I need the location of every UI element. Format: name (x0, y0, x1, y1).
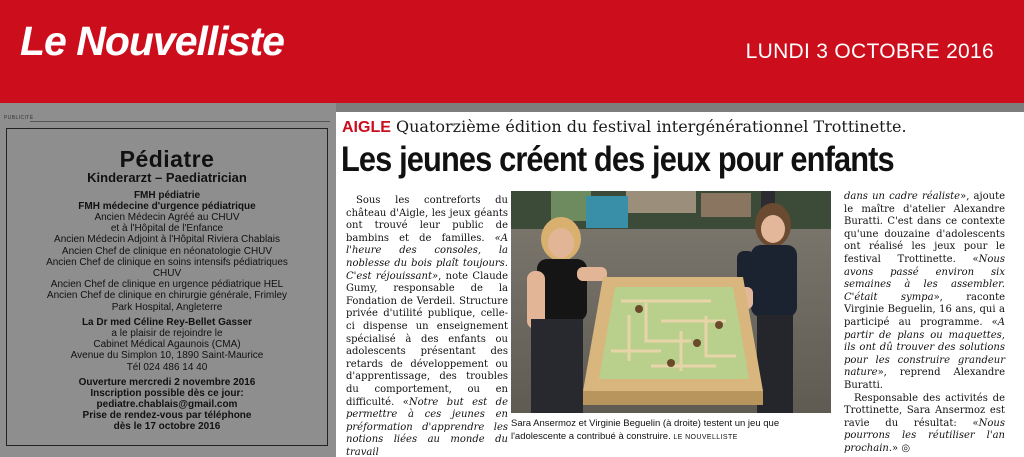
quote-text: Notre but est de permettre à ces jeunes en préformation d'apprendre les notions liées au monde du travail (346, 396, 508, 457)
article-headline: Les jeunes créent des jeux pour enfants (341, 140, 894, 179)
quote-text: dans un cadre réaliste (844, 191, 961, 202)
ad-qualifications (7, 190, 327, 313)
body-text: , note Claude Gumy, responsable de la Fondation de Verdeil. Structure privée d'utilité publique, celle-ci dispense un enseignement spécialisé à des enfants ou adolescents présentant des retards de développement ou d'apprentissage, des troubles du comportement, ou en difficulté. « (346, 270, 508, 408)
ad-doctor-name: La Dr med Céline Rey-Bellet Gasser (81, 316, 253, 328)
article-paragraph (346, 195, 508, 457)
ad-divider (30, 121, 330, 122)
article-column-3 (844, 191, 1005, 455)
article-paragraph (844, 393, 1005, 456)
issue-date: LUNDI 3 OCTOBRE 2016 (745, 40, 994, 63)
quote-text: Nous pourrons les réutiliser l'an prochain. (844, 417, 1005, 454)
ad-tag: PUBLICITÉ (4, 115, 34, 121)
body-text: Sous les contreforts du château d'Aigle, les jeux géants ont trouvé leur public de bambins et de familles. (346, 195, 508, 244)
photo-credit: LE NOUVELLISTE (673, 434, 738, 441)
ad-line: Ancien Chef de clinique en urgence pédiatrique HEL (50, 279, 284, 291)
ad-line: Ancien Chef de clinique en néonatologie CHUV (61, 245, 273, 257)
ad-line: Park Hospital, Angleterre (111, 301, 223, 313)
pediatrician-ad (6, 128, 328, 446)
kicker-text: Quatorzième édition du festival intergénérationnel Trottinette. (395, 117, 907, 136)
ad-line: et à l'Hôpital de l'Enfance (110, 223, 224, 235)
ad-opening-info (7, 377, 327, 433)
newspaper-logo: Le Nouvelliste (20, 18, 284, 64)
ad-line: dès le 17 octobre 2016 (113, 421, 221, 433)
ad-line: Avenue du Simplon 10, 1890 Saint-Maurice (70, 350, 264, 362)
location-tag: AIGLE (342, 119, 391, 136)
ad-line: Ancien Chef de clinique en chirurgie générale, Frimley (46, 290, 288, 302)
ad-line: FMH médecine d'urgence pédiatrique (78, 200, 256, 212)
body-text: Responsable des activités de Trottinette, Sara Ansermoz est ravie du résultat: « (844, 392, 1005, 429)
ad-line: CHUV (152, 268, 182, 279)
ad-line: FMH pédiatrie (133, 189, 201, 201)
ad-contact (7, 328, 327, 373)
ad-line: a le plaisir de rejoindre le (111, 327, 223, 339)
ad-line: Tél 024 486 14 40 (126, 361, 208, 373)
body-text: » ◎ (892, 442, 911, 454)
photo-illustration (511, 191, 831, 413)
caption-text: Sara Ansermoz et Virginie Beguelin (à droite) testent un jeu que l'adolescente a contribué à construire. (511, 418, 780, 442)
quote-text: A partir de plans ou maquettes, ils ont dû trouver des solutions pour les construire grandeur nature (844, 316, 1005, 379)
ad-line: Prise de rendez-vous par téléphone (82, 410, 252, 422)
quote-text: «A l'heure des consoles, la noblesse du bois plaît toujours. C'est réjouissant» (346, 232, 508, 282)
article-top-rule (336, 103, 1024, 112)
quote-text: Nous avons passé environ six semaines à les assembler. C'était sympa (844, 253, 1005, 303)
advertisement-column (0, 103, 336, 457)
article-kicker (342, 117, 907, 137)
article-column-1 (346, 195, 508, 457)
ad-line: pediatre.chablais@gmail.com (96, 399, 238, 411)
ad-line: Ancien Médecin Agréé au CHUV (94, 212, 240, 224)
ad-line: Ancien Chef de clinique en soins intensifs pédiatriques (46, 256, 288, 268)
body-text: », raconte Virginie Beguelin, 16 ans, qui a participé au programme. « (844, 291, 1006, 328)
article-photo (511, 191, 831, 413)
ad-line: Cabinet Médical Agaunois (CMA) (93, 339, 241, 351)
body-text: », reprend Alexandre Buratti. (844, 367, 1005, 391)
article-paragraph (844, 191, 1005, 393)
ad-subtitle: Kinderarzt – Paediatrician (87, 170, 247, 186)
ad-line: Ancien Médecin Adjoint à l'Hôpital Riviera Chablais (54, 234, 280, 246)
photo-caption (511, 417, 836, 444)
masthead-band (0, 0, 1024, 103)
ad-line: Ouverture mercredi 2 novembre 2016 (78, 376, 256, 388)
ad-title: Pédiatre (119, 146, 215, 172)
article (336, 103, 1024, 457)
ad-line: Inscription possible dès ce jour: (90, 387, 244, 399)
body-text: », ajoute le maître d'atelier Alexandre Buratti. C'est dans ce contexte qu'une douzaine d'adolescents ont réalisé les jeux pour le festival Trottinette. « (844, 191, 1006, 265)
